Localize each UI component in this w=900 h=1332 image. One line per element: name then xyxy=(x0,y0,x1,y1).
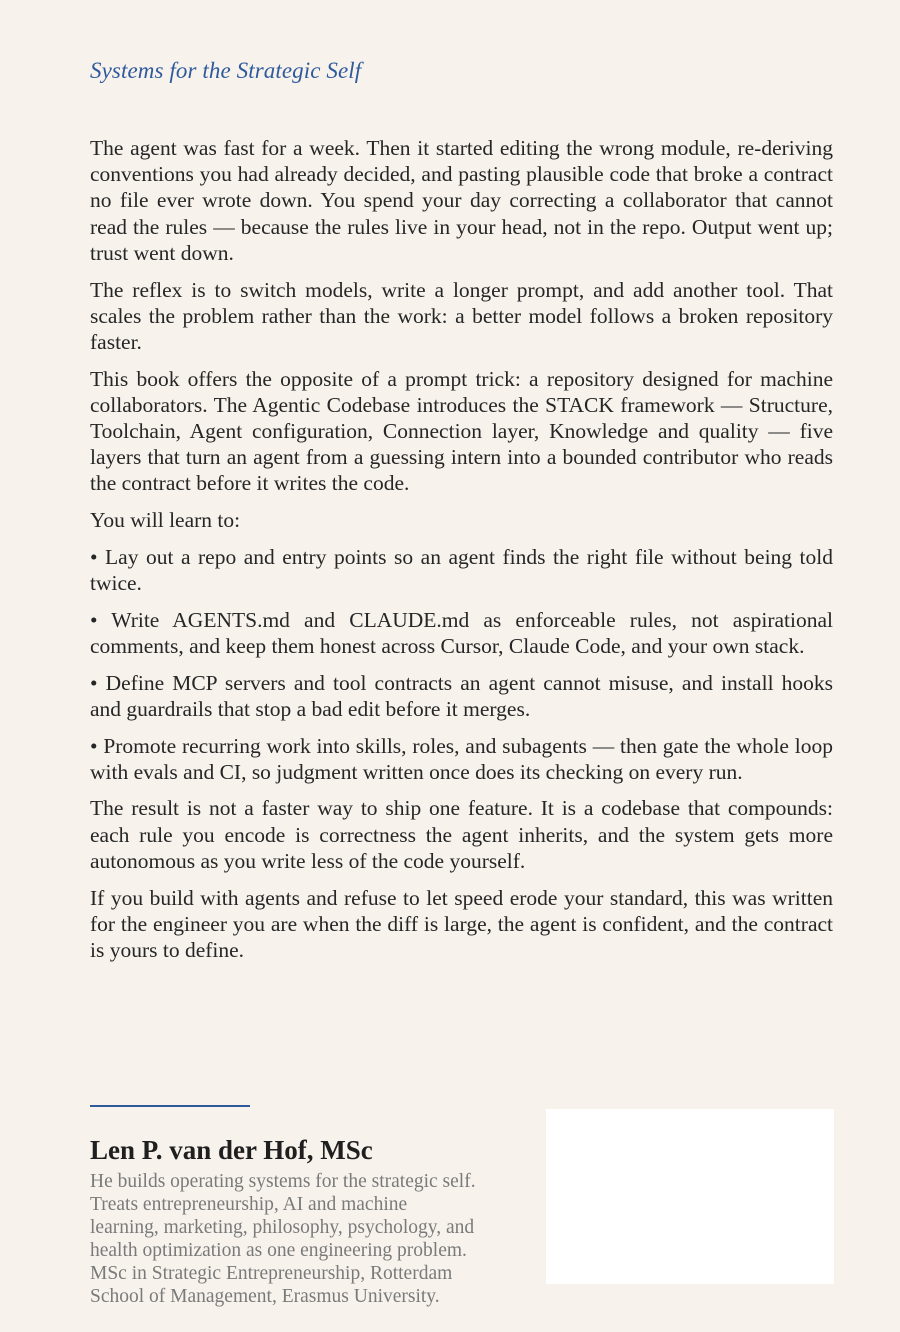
bullet-item: • Promote recurring work into skills, roles, and subagents — then gate the whole loop with evals and CI, so judgment written once does its checking on every run. xyxy=(90,733,833,784)
back-cover-copy xyxy=(90,135,833,974)
book-offer-paragraph: This book offers the opposite of a prompt trick: a repository designed for machine collaborators. The Agentic Codebase introduces the STACK framework — Structure, Toolchain, Agent configuration, Connection layer, Knowledge and quality — five layers that turn an agent from a guessing intern into a bounded contributor who reads the contract before it writes the code. xyxy=(90,366,833,496)
result-paragraph: The result is not a faster way to ship one feature. It is a codebase that compounds: each rule you encode is correctness the agent inherits, and the system gets more autonomous as you write less of the code yourself. xyxy=(90,796,833,873)
intro-paragraph: The agent was fast for a week. Then it started editing the wrong module, re-deriving conventions you had already decided, and pasting plausible code that broke a contract no file ever wrote down. You spend your day correcting a collaborator that cannot read the rules — because the rules live in your head, not in the repo. Output went up; trust went down. xyxy=(90,136,833,265)
divider-rule xyxy=(90,1105,250,1107)
bullet-item: • Write AGENTS.md and CLAUDE.md as enforceable rules, not aspirational comments, and keep them honest across Cursor, Claude Code, and your own stack. xyxy=(90,607,833,658)
closing-paragraph: If you build with agents and refuse to let speed erode your standard, this was written for the engineer you are when the diff is large, the agent is confident, and the contract is yours to define. xyxy=(90,885,833,962)
series-title: Systems for the Strategic Self xyxy=(90,58,362,83)
author-bio-line: He builds operating systems for the strategic self. xyxy=(90,1171,476,1192)
bullet-item: • Define MCP servers and tool contracts an agent cannot misuse, and install hooks and guardrails that stop a bad edit before it merges. xyxy=(90,670,833,721)
author-name: Len P. van der Hof, MSc xyxy=(90,1135,373,1165)
author-bio-line: learning, marketing, philosophy, psychology, and xyxy=(90,1217,475,1238)
reflex-paragraph: The reflex is to switch models, write a longer prompt, and add another tool. That scales the problem rather than the work: a better model follows a broken repository faster. xyxy=(90,277,833,354)
author-bio xyxy=(90,1170,530,1308)
author-photo-placeholder xyxy=(546,1109,834,1284)
learn-intro: You will learn to: xyxy=(90,508,241,533)
author-bio-line: Treats entrepreneurship, AI and machine xyxy=(90,1194,408,1215)
author-bio-line: School of Management, Erasmus University. xyxy=(90,1286,440,1307)
author-bio-line: health optimization as one engineering problem. xyxy=(90,1240,467,1261)
bullet-item: • Lay out a repo and entry points so an agent finds the right file without being told twice. xyxy=(90,544,833,596)
author-bio-line: MSc in Strategic Entrepreneurship, Rotterdam xyxy=(90,1263,453,1284)
